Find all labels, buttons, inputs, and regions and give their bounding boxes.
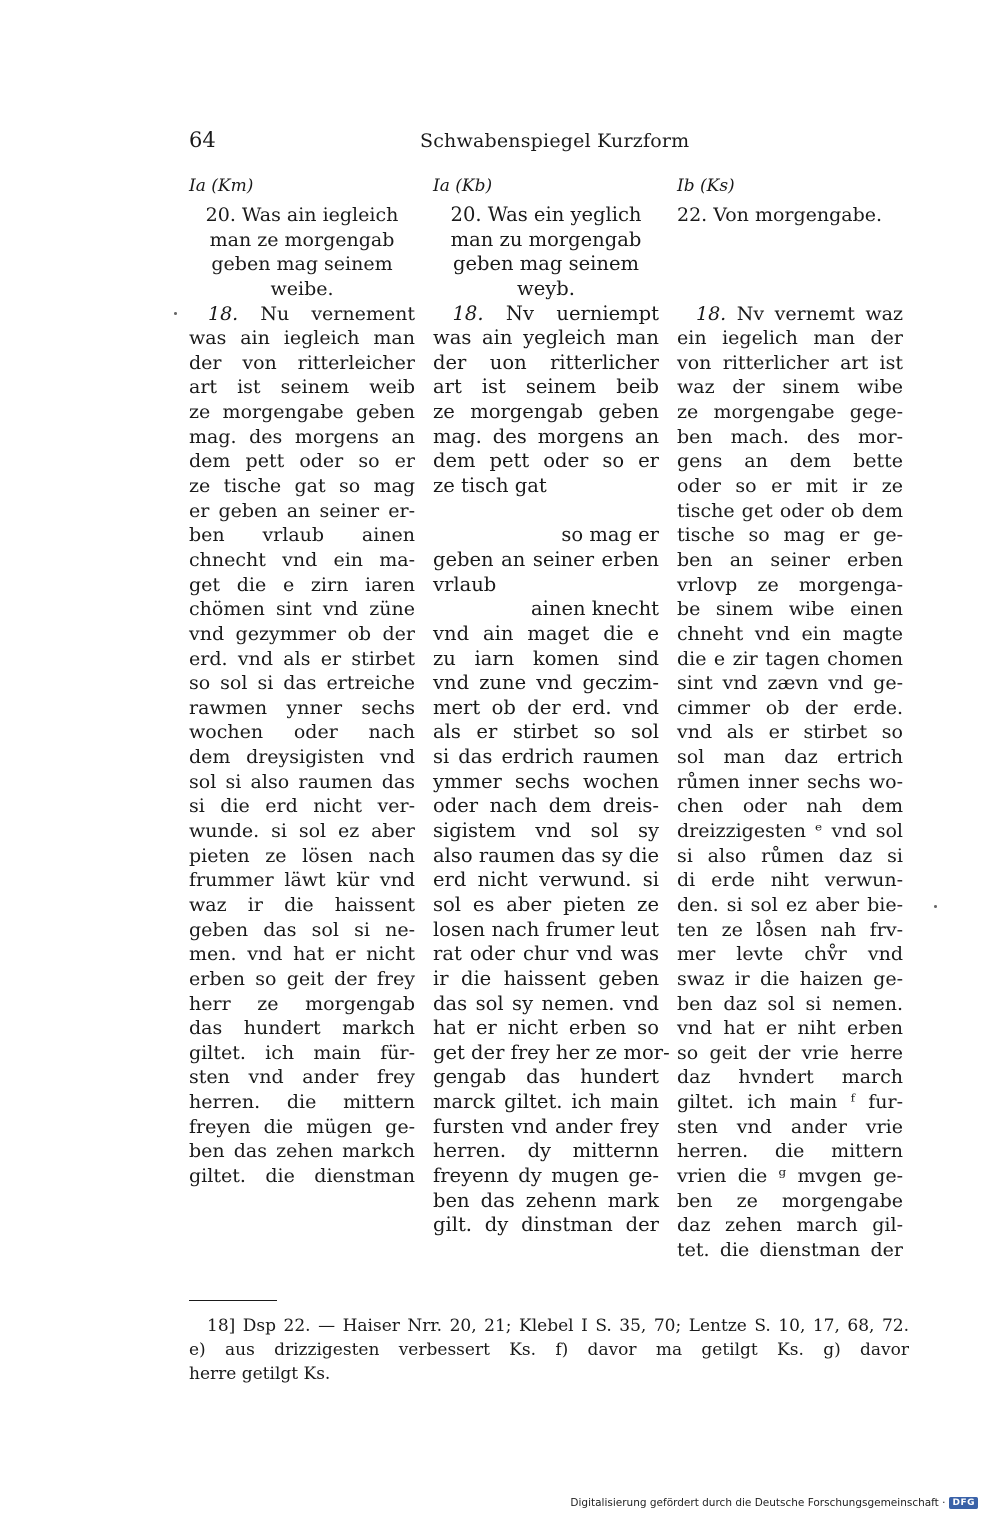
text-line: so sol si das ertreiche xyxy=(189,672,415,695)
text-line: chnecht vnd ein ma- xyxy=(189,548,415,571)
text-line: geben mag seinem xyxy=(453,252,639,276)
text-line: ainen knecht xyxy=(531,597,659,621)
text-line: von ritterlicher art ist xyxy=(677,351,903,374)
text-line: weibe. xyxy=(270,277,334,300)
text-line: 20. Was ein yeglich xyxy=(450,203,642,226)
text-line: 18. Nu vernement xyxy=(208,302,415,325)
text-line: ze morgengabe geben xyxy=(189,401,415,424)
text-line: sten vnd ander frey xyxy=(189,1066,415,1089)
text-line: marck giltet. ich main xyxy=(433,1090,659,1114)
text-line: rat oder chur vnd was xyxy=(433,942,659,966)
text-line: sint vnd zævn vnd ge- xyxy=(677,672,903,695)
text-line: erd nicht verwund. si xyxy=(433,868,659,892)
text-line: vnd gezymmer ob der xyxy=(189,622,415,645)
column-siglum-kb: Ia (Kb) xyxy=(433,176,493,196)
text-line: dreizzigesten ᵉ vnd sol xyxy=(677,820,903,843)
text-line: erd. vnd als er stirbet xyxy=(189,647,415,670)
text-line: růmen inner sechs wo- xyxy=(677,770,903,793)
text-line: geben mag seinem xyxy=(211,253,393,276)
text-line: ten ze lo̊sen nah frv- xyxy=(677,918,903,941)
text-line: herren. die mittern xyxy=(189,1091,415,1114)
footnotes xyxy=(189,1314,909,1386)
text-line: giltet. ich main ᶠ fur- xyxy=(677,1091,903,1114)
text-line: wunde. si sol ez aber xyxy=(189,820,415,843)
text-line: sol es aber pieten ze xyxy=(433,892,659,916)
text-line: mert ob der erd. vnd xyxy=(433,695,659,719)
text-column-kb xyxy=(433,203,670,1238)
text-line: waz der sinem wibe xyxy=(677,376,903,399)
text-line xyxy=(677,252,903,277)
text-line: das sol sy nemen. vnd xyxy=(433,991,659,1015)
text-line: den. si sol ez aber bie- xyxy=(677,893,903,916)
text-line: oder nach dem dreis- xyxy=(433,794,659,818)
text-line: pieten ze lösen nach xyxy=(189,844,415,867)
text-line: gilt. dy dinstman der xyxy=(433,1213,659,1237)
text-line: rawmen ynner sechs xyxy=(189,696,415,719)
text-line: herr ze morgengab xyxy=(189,992,415,1015)
text-line: ir die haissent geben xyxy=(433,966,659,990)
text-line: dem pett oder so er xyxy=(189,450,415,473)
text-line: 18. Nv vernemt waz xyxy=(696,302,903,325)
text-line: men. vnd hat er nicht xyxy=(189,943,415,966)
text-line: was ain iegleich man xyxy=(189,327,415,350)
scan-speck xyxy=(174,312,177,315)
footnote-line: 18] Dsp 22. — Haiser Nrr. 20, 21; Klebel I S. 35, 70; Lentze S. 10, 17, 68, 72. xyxy=(207,1316,909,1336)
column-siglum-km: Ia (Km) xyxy=(189,176,254,196)
text-line: sigistem vnd sol sy xyxy=(433,819,659,843)
page-number: 64 xyxy=(189,128,216,152)
text-line: der uon ritterlicher xyxy=(433,350,659,374)
text-line: si also růmen daz si xyxy=(677,844,903,867)
text-line: ymmer sechs wochen xyxy=(433,769,659,793)
text-line: 18. Nv uerniempt xyxy=(452,301,659,325)
text-line: gens an dem bette xyxy=(677,450,903,473)
text-line: ben vrlaub ainen xyxy=(189,524,415,547)
text-line: was ain yegleich man xyxy=(433,326,659,350)
text-line: ben das zehen markch xyxy=(189,1140,415,1163)
text-line: frummer läwt kür vnd xyxy=(189,869,415,892)
text-line: die e zir tagen chomen xyxy=(677,647,903,670)
text-line: art ist seinem beib xyxy=(433,375,659,399)
text-line: giltet. die dienstman xyxy=(189,1164,415,1187)
footnote-line: e) aus drizzigesten verbessert Ks. f) davor ma getilgt Ks. g) davor xyxy=(189,1340,909,1360)
text-line: oder so er mit ir ze xyxy=(677,475,903,498)
text-line: das hundert markch xyxy=(189,1017,415,1040)
text-line: freyen die mügen ge- xyxy=(189,1115,415,1138)
text-line: erben so geit der frey xyxy=(189,967,415,990)
footer-text: Digitalisierung gefördert durch die Deutsche Forschungsgemeinschaft · xyxy=(570,1497,946,1509)
text-line: art ist seinem weib xyxy=(189,376,415,399)
text-line: freyenn dy mugen ge- xyxy=(433,1163,659,1187)
text-line: si die erd nicht ver- xyxy=(189,795,415,818)
text-line: geben an seiner erben xyxy=(433,547,659,571)
text-column-km xyxy=(189,203,415,1189)
text-line: ben an seiner erben xyxy=(677,548,903,571)
text-line: der von ritterleicher xyxy=(189,351,415,374)
text-line: ein iegelich man der xyxy=(677,327,903,350)
text-line: so mag er xyxy=(561,523,659,547)
text-line xyxy=(677,277,903,302)
text-line: chneht vnd ein magte xyxy=(677,622,903,645)
text-line: ben daz sol si nemen. xyxy=(677,992,903,1015)
text-line: swaz ir die haizen ge- xyxy=(677,967,903,990)
text-line: dem dreysigisten vnd xyxy=(189,746,415,769)
text-line: vrlovp ze morgenga- xyxy=(677,573,903,596)
text-line: mag. des morgens an xyxy=(433,424,659,448)
text-line: 20. Was ain iegleich xyxy=(205,204,399,226)
footnote-rule xyxy=(189,1300,277,1301)
text-line: losen nach frumer leut xyxy=(433,917,659,941)
text-line: so geit der vrie herre xyxy=(677,1041,903,1064)
text-line: cimmer ob der erde. xyxy=(677,696,903,719)
text-line: man zu morgengab xyxy=(450,227,642,251)
text-line: ze morgengab geben xyxy=(433,400,659,424)
text-line: get die e zirn iaren xyxy=(189,573,415,596)
text-line: fursten vnd ander frey xyxy=(433,1114,659,1138)
text-line: gengab das hundert xyxy=(433,1065,659,1089)
text-line: wochen oder nach xyxy=(189,721,415,744)
text-line xyxy=(677,228,903,253)
dfg-logo: DFG xyxy=(949,1497,978,1509)
text-line: vnd zune vnd geczim- xyxy=(433,671,659,695)
text-line: chen oder nah dem xyxy=(677,795,903,818)
text-line: tet. die dienstman der xyxy=(677,1238,903,1261)
text-line: be sinem wibe einen xyxy=(677,598,903,621)
text-line: get der frey her ze mor- xyxy=(433,1040,670,1064)
text-line: vnd als er stirbet so xyxy=(677,721,903,744)
text-line: man ze morgengab xyxy=(209,228,395,251)
text-line: ben mach. des mor- xyxy=(677,425,903,448)
text-line: dem pett oder so er xyxy=(433,449,659,473)
footnote-line: herre getilgt Ks. xyxy=(189,1364,331,1384)
text-line: geben das sol si ne- xyxy=(189,918,415,941)
text-line: ben das zehenn mark xyxy=(433,1188,659,1212)
text-line: di erde niht verwun- xyxy=(677,869,903,892)
text-line: also raumen das sy die xyxy=(433,843,659,867)
text-line: si das erdrich raumen xyxy=(433,745,659,769)
text-line: zu iarn komen sind xyxy=(433,646,659,670)
text-line: vrien die ᵍ mvgen ge- xyxy=(677,1164,903,1187)
text-line: chömen sint vnd züne xyxy=(189,598,415,621)
text-line: tische so mag er ge- xyxy=(677,524,903,547)
text-line: als er stirbet so sol xyxy=(433,720,659,744)
text-line: waz ir die haissent xyxy=(189,893,415,916)
text-line: er geben an seiner er- xyxy=(189,499,415,522)
text-line: vnd ain maget die e xyxy=(433,621,659,645)
digitization-footer xyxy=(570,1497,978,1509)
text-line: sten vnd ander vrie xyxy=(677,1115,903,1138)
text-line: herren. dy mitternn xyxy=(433,1139,659,1163)
column-siglum-ks: Ib (Ks) xyxy=(677,176,735,196)
scan-speck xyxy=(934,905,937,908)
text-line: sol si also raumen das xyxy=(189,770,415,793)
text-line: herren. die mittern xyxy=(677,1140,903,1163)
text-line: sol man daz ertrich xyxy=(677,746,903,769)
text-line: weyb. xyxy=(517,276,575,300)
text-line: hat er nicht erben so xyxy=(433,1016,659,1040)
text-line: ze tische gat so mag xyxy=(189,475,415,498)
text-line: daz zehen march gil- xyxy=(677,1214,903,1237)
text-line: vrlaub xyxy=(433,572,497,596)
text-column-ks xyxy=(677,203,903,1263)
text-line: 22. Von morgengabe. xyxy=(677,204,883,226)
text-line: vnd hat er niht erben xyxy=(677,1017,903,1040)
text-line: giltet. ich main für- xyxy=(189,1041,415,1064)
text-line: ze morgengabe gege- xyxy=(677,401,903,424)
text-line: mer levte chv̊r vnd xyxy=(677,943,903,966)
text-line xyxy=(433,499,659,524)
text-line: daz hvndert march xyxy=(677,1066,903,1089)
text-line: tische get oder ob dem xyxy=(677,499,903,522)
text-line: ben ze morgengabe xyxy=(677,1189,903,1212)
text-line: mag. des morgens an xyxy=(189,425,415,448)
running-title: Schwabenspiegel Kurzform xyxy=(420,130,690,152)
text-line: ze tisch gat xyxy=(433,474,547,498)
